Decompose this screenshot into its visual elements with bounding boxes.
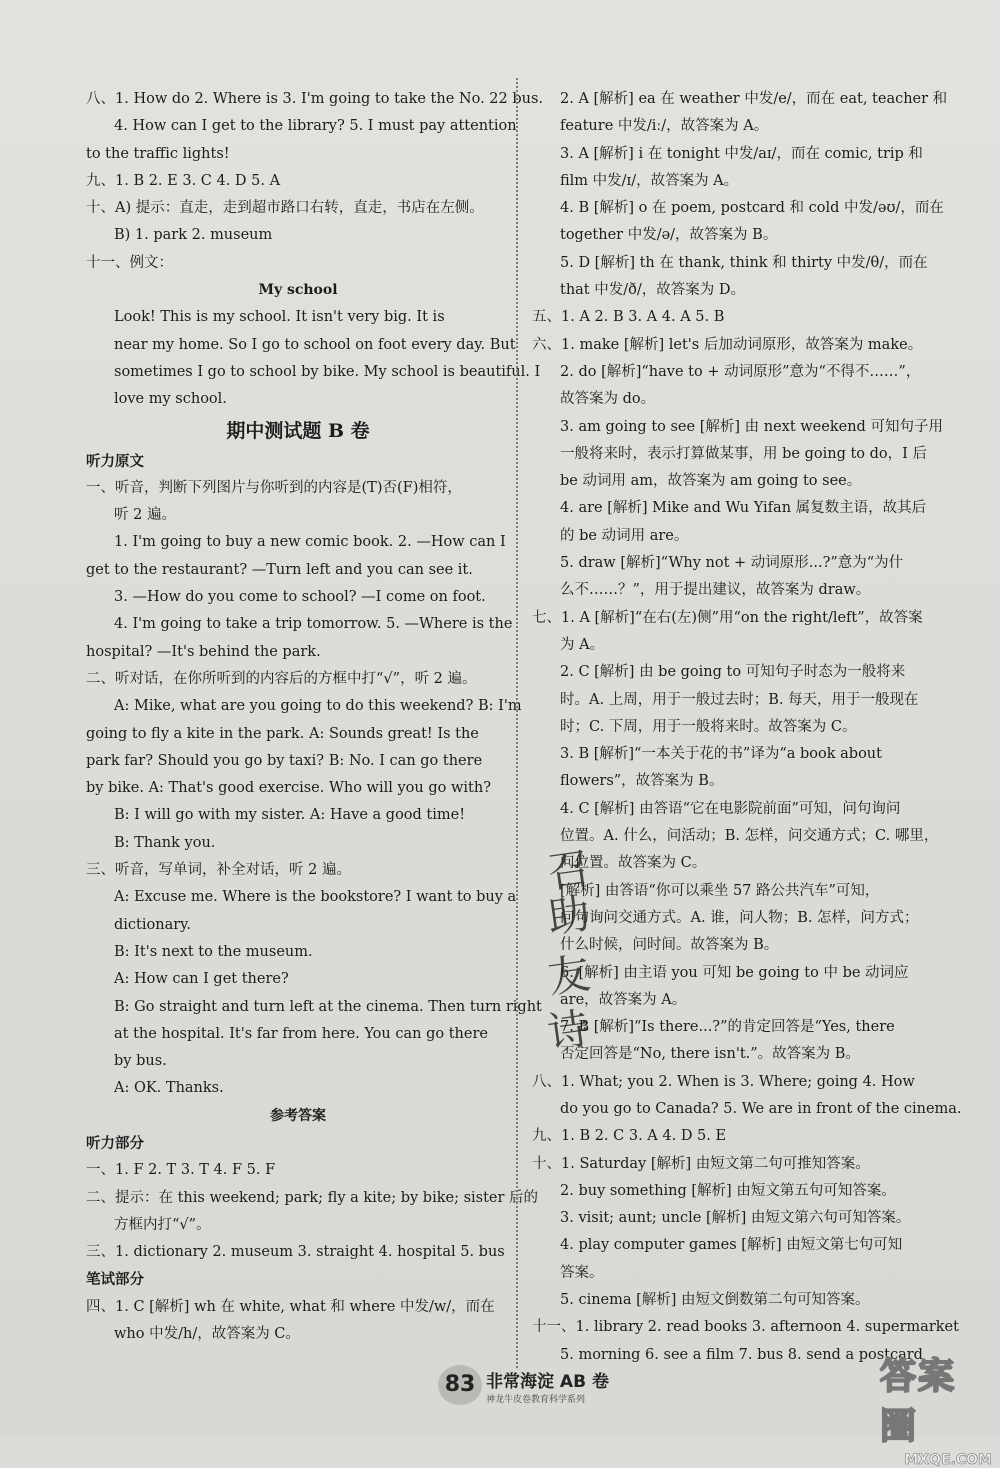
right-column-line: 十、1. Saturday [解析] 由短文第二句可推知答案。: [532, 1155, 870, 1172]
left-column-line: by bike. A: That's good exercise. Who will you go with?: [86, 780, 491, 797]
page-number: 83: [438, 1365, 482, 1405]
right-column-line: 八、1. What; you 2. When is 3. Where; going 4. How: [532, 1073, 915, 1090]
right-column-line: [解析] 由答语“你可以乘坐 57 路公共汽车”可知，: [560, 882, 880, 899]
left-column-line: 参考答案: [270, 1107, 326, 1124]
handwriting-mark-4: 诗: [544, 1003, 594, 1058]
right-column-line: 什么时候，问时间。故答案为 B。: [560, 937, 779, 954]
left-column-line: park far? Should you go by taxi? B: No. I can go there: [86, 752, 483, 769]
right-column-line: 5. draw [解析]“Why not + 动词原形...?”意为“为什: [560, 555, 904, 572]
handwriting-mark-2: 助: [544, 888, 594, 943]
column-divider: [516, 78, 520, 1368]
right-column-line: 5. D [解析] th 在 thank, think 和 thirty 中发/θ/，而在: [560, 254, 928, 271]
right-column-line: 5. cinema [解析] 由短文倒数第二句可知答案。: [560, 1292, 870, 1309]
left-column-line: 期中测试题 B 卷: [226, 419, 370, 442]
right-column-line: together 中发/ə/，故答案为 B。: [560, 227, 778, 244]
left-column-line: Look! This is my school. It isn't very big. It is: [114, 309, 445, 326]
right-column-line: be 动词用 am，故答案为 am going to see。: [560, 473, 862, 490]
right-column-line: 十一、1. library 2. read books 3. afternoon 4. supermarket: [532, 1319, 959, 1336]
right-column-line: 5. morning 6. see a film 7. bus 8. send a postcard: [560, 1346, 923, 1363]
right-column-line: 的 be 动词用 are。: [560, 527, 689, 544]
right-column-line: flowers”，故答案为 B。: [560, 773, 724, 790]
left-column-line: 4. I'm going to take a trip tomorrow. 5. —Where is the: [114, 616, 513, 633]
left-column-line: 听力原文: [86, 452, 144, 470]
book-title: 非常海淀 AB 卷: [486, 1372, 609, 1392]
left-column-line: 1. I'm going to buy a new comic book. 2. —How can I: [114, 534, 506, 551]
right-column-line: film 中发/ɪ/，故答案为 A。: [560, 172, 739, 189]
right-column-line: 问句询问交通方式。A. 谁，问人物；B. 怎样，问方式；: [560, 909, 919, 926]
left-column-line: going to fly a kite in the park. A: Sounds great! Is the: [86, 725, 479, 742]
right-column-line: 答案。: [560, 1264, 604, 1281]
left-column-line: 八、1. How do 2. Where is 3. I'm going to take the No. 22 bus.: [86, 91, 544, 107]
left-column-line: at the hospital. It's far from here. You can go there: [114, 1025, 488, 1042]
right-column-line: are，故答案为 A。: [560, 991, 687, 1008]
right-column-line: 3. B [解析]“一本关于花的书”译为“a book about: [560, 746, 882, 763]
right-column-line: do you go to Canada? 5. We are in front of the cinema.: [560, 1100, 962, 1117]
left-column: [86, 86, 544, 1348]
right-column-line: 4. play computer games [解析] 由短文第七句可知: [560, 1237, 903, 1254]
left-column-line: 三、1. dictionary 2. museum 3. straight 4. hospital 5. bus: [86, 1244, 505, 1261]
left-column-line: near my home. So I go to school on foot every day. But: [114, 336, 516, 353]
right-column-line: 4. are [解析] Mike and Wu Yifan 属复数主语，故其后: [560, 500, 927, 517]
handwriting-mark-3: 友: [544, 948, 594, 1003]
right-column-line: 7. B [解析]“Is there...?”的肯定回答是“Yes, there: [560, 1019, 895, 1036]
right-column-line: 为 A。: [560, 636, 605, 653]
left-column-line: 4. How can I get to the library? 5. I must pay attention: [114, 118, 517, 135]
right-column-line: 3. am going to see [解析] 由 next weekend 可知句子用: [560, 418, 943, 435]
left-column-line: B: I will go with my sister. A: Have a good time!: [114, 807, 466, 824]
left-column-line: My school: [258, 282, 338, 299]
watermark-logo: [880, 1352, 992, 1468]
left-column-line: who 中发/h/，故答案为 C。: [114, 1326, 300, 1343]
right-column-line: 2. do [解析]“have to + 动词原形”意为“不得不……”，: [560, 363, 921, 380]
right-column-line: 一般将来时，表示打算做某事，用 be going to do，I 后: [560, 445, 927, 462]
book-series: 神龙牛皮卷教育科学系列: [486, 1395, 586, 1405]
left-column-line: 十、A) 提示：直走，走到超市路口右转，直走，书店在左侧。: [86, 200, 484, 217]
left-column-line: A: Excuse me. Where is the bookstore? I want to buy a: [114, 889, 517, 906]
left-column-line: 二、听对话，在你所听到的内容后的方框中打“√”，听 2 遍。: [86, 670, 477, 687]
left-column-line: 一、听音，判断下列图片与你听到的内容是(T)否(F)相符，: [86, 479, 462, 496]
left-column-line: B) 1. park 2. museum: [114, 227, 273, 244]
right-column-line: 么不……？”，用于提出建议，故答案为 draw。: [560, 582, 871, 599]
left-column-line: B: Go straight and turn left at the cinema. Then turn right: [114, 998, 542, 1015]
left-column-line: A: Mike, what are you going to do this weekend? B: I'm: [114, 698, 522, 715]
right-column-line: 问位置。故答案为 C。: [560, 855, 707, 872]
right-column-line: 七、1. A [解析]“在右(左)侧”用“on the right/left”，故答案: [532, 609, 923, 626]
left-column-line: B: It's next to the museum.: [114, 943, 313, 960]
right-column-line: 位置。A. 什么，问活动；B. 怎样，问交通方式；C. 哪里，: [560, 828, 939, 845]
left-column-line: 听力部分: [86, 1134, 144, 1152]
left-column-line: 二、提示：在 this weekend; park; fly a kite; by bike; sister 后的: [86, 1189, 539, 1206]
left-column-line: 一、1. F 2. T 3. T 4. F 5. F: [86, 1162, 276, 1179]
right-column-line: 时。A. 上周，用于一般过去时；B. 每天，用于一般现在: [560, 691, 919, 708]
watermark-main: 答案圈: [880, 1356, 957, 1447]
right-column-line: 九、1. B 2. C 3. A 4. D 5. E: [532, 1128, 727, 1145]
left-column-line: sometimes I go to school by bike. My school is beautiful. I: [114, 363, 541, 380]
left-column-line: love my school.: [114, 391, 227, 408]
right-column-line: 6. [解析] 由主语 you 可知 be going to 中 be 动词应: [560, 964, 909, 981]
right-column-line: 五、1. A 2. B 3. A 4. A 5. B: [532, 309, 725, 326]
right-column-line: 时；C. 下周，用于一般将来时。故答案为 C。: [560, 718, 857, 735]
right-column-line: that 中发/ð/，故答案为 D。: [560, 282, 745, 299]
left-column-line: hospital? —It's behind the park.: [86, 643, 321, 660]
handwriting-mark-1: 召: [544, 843, 594, 898]
right-column-line: 六、1. make [解析] let's 后加动词原形，故答案为 make。: [532, 336, 923, 353]
left-column-line: 笔试部分: [86, 1271, 144, 1289]
right-column: [532, 86, 962, 1369]
left-column-line: 九、1. B 2. E 3. C 4. D 5. A: [86, 172, 281, 189]
left-column-line: 四、1. C [解析] wh 在 white, what 和 where 中发/w/，而在: [86, 1298, 495, 1315]
right-column-line: 4. C [解析] 由答语“它在电影院前面”可知，问句询问: [560, 800, 901, 817]
left-column-line: 十一、例文：: [86, 254, 173, 271]
left-column-line: 听 2 遍。: [114, 507, 176, 524]
left-column-line: dictionary.: [114, 916, 192, 933]
left-column-line: B: Thank you.: [114, 834, 216, 851]
left-column-line: A: OK. Thanks.: [114, 1080, 224, 1097]
right-column-line: feature 中发/iː/，故答案为 A。: [560, 118, 769, 135]
left-column-line: to the traffic lights!: [86, 145, 230, 162]
left-column-line: A: How can I get there?: [114, 971, 289, 988]
left-column-line: by bus.: [114, 1053, 167, 1070]
left-column-line: 3. —How do you come to school? —I come on foot.: [114, 589, 486, 606]
left-column-line: get to the restaurant? —Turn left and you can see it.: [86, 561, 473, 578]
right-column-line: 否定回答是“No, there isn't.”。故答案为 B。: [560, 1046, 860, 1063]
right-column-line: 故答案为 do。: [560, 391, 656, 408]
right-column-line: 2. C [解析] 由 be going to 可知句子时态为一般将来: [560, 664, 906, 681]
watermark-site: MXQE.COM: [904, 1452, 992, 1468]
right-column-line: 2. A [解析] ea 在 weather 中发/e/，而在 eat, teacher 和: [560, 91, 948, 107]
right-column-line: 2. buy something [解析] 由短文第五句可知答案。: [560, 1182, 896, 1199]
right-column-line: 3. A [解析] i 在 tonight 中发/aɪ/，而在 comic, trip 和: [560, 145, 923, 162]
right-column-line: 3. visit; aunt; uncle [解析] 由短文第六句可知答案。: [560, 1210, 911, 1227]
right-column-line: 4. B [解析] o 在 poem, postcard 和 cold 中发/əʊ/，而在: [560, 200, 944, 217]
left-column-line: 方框内打“√”。: [114, 1216, 211, 1233]
left-column-line: 三、听音，写单词，补全对话，听 2 遍。: [86, 862, 351, 879]
